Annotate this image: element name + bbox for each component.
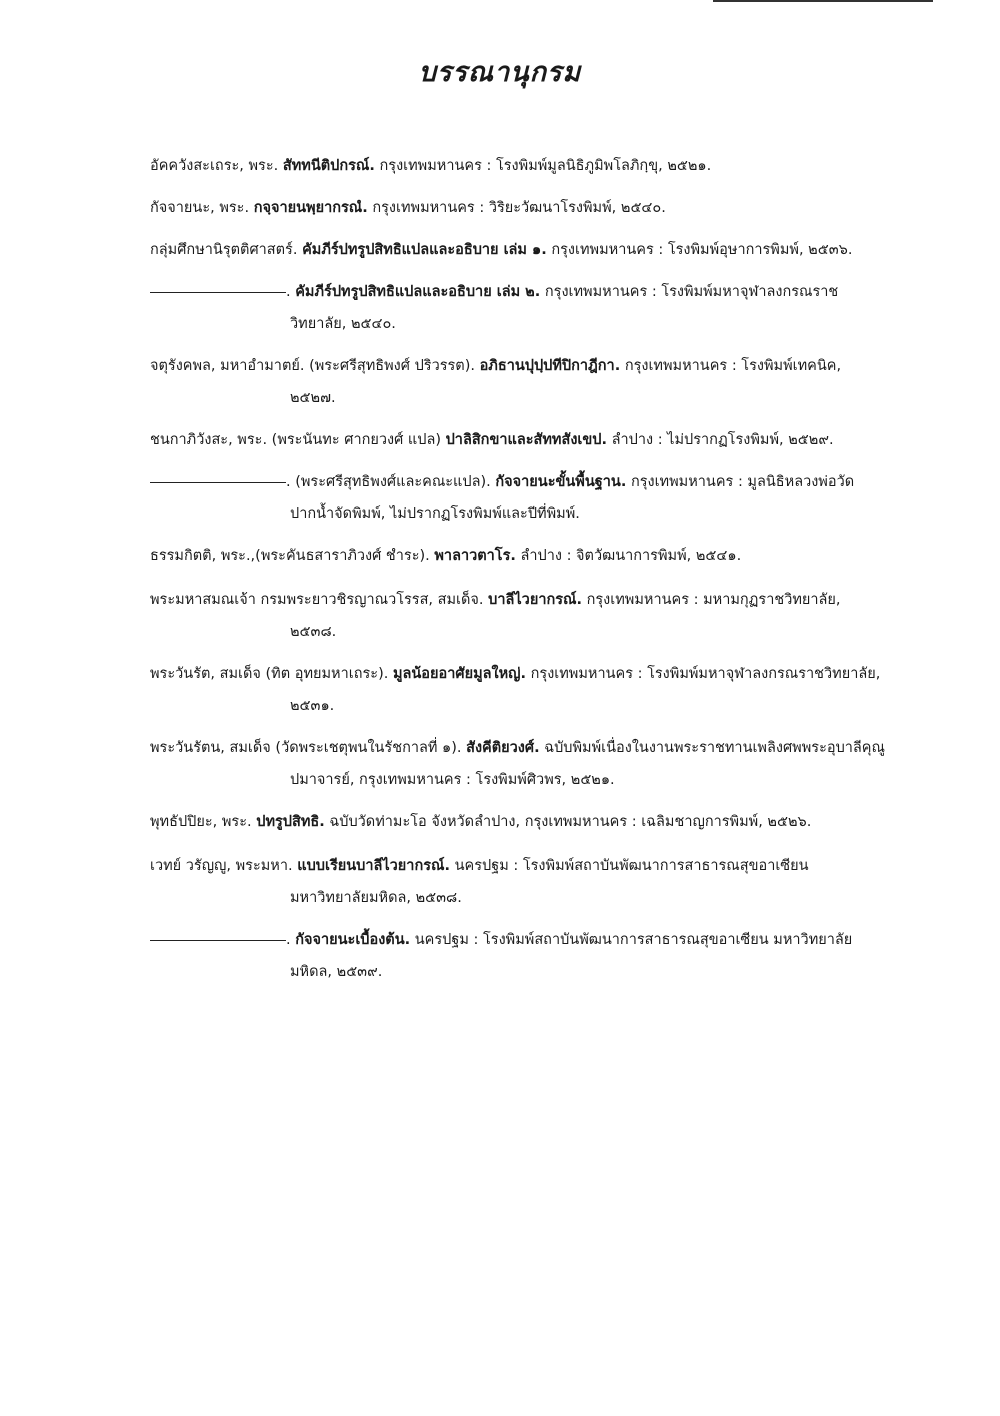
bibliography-entry	[150, 806, 890, 838]
entry-author: กัจจายนะ, พระ.	[150, 200, 250, 216]
top-border-line	[713, 0, 933, 2]
entry-title: สังคีติยวงศ์.	[466, 740, 540, 756]
entry-publication: นครปฐม : โรงพิมพ์สถาบันพัฒนาการสาธารณสุขอาเซียน มหาวิทยาลัยมหิดล, ๒๕๓๘.	[290, 858, 809, 906]
repeat-author-dash	[150, 482, 286, 483]
bibliography-entry	[150, 658, 890, 722]
entry-author: ธรรมกิตติ, พระ.,(พระคันธสาราภิวงศ์ ชำระ).	[150, 548, 430, 564]
entry-author: ชนกาภิวังสะ, พระ. (พระนันทะ ศากยวงศ์ แปล)	[150, 432, 441, 448]
bibliography-entry	[150, 732, 890, 796]
entry-author: พระมหาสมณเจ้า กรมพระยาวชิรญาณวโรรส, สมเด็จ.	[150, 592, 484, 608]
entry-publication: กรุงเทพมหานคร : มหามกุฏราชวิทยาลัย, ๒๕๓๘.	[290, 592, 841, 640]
entry-title: อภิธานปุปฺปทีปิกาฎีกา.	[479, 358, 621, 374]
entry-publication: กรุงเทพมหานคร : โรงพิมพ์มูลนิธิภูมิพโลภิกฺขุ, ๒๕๒๑.	[379, 158, 712, 174]
entry-author: .	[286, 932, 291, 948]
entry-title: สัททนีติปกรณ์.	[282, 158, 375, 174]
entry-publication: กรุงเทพมหานคร : มูลนิธิหลวงพ่อวัดปากน้ำจัดพิมพ์, ไม่ปรากฏโรงพิมพ์และปีที่พิมพ์.	[290, 474, 855, 522]
entry-title: กจฺจายนพฺยากรณํ.	[253, 200, 368, 216]
entry-publication: ลำปาง : ไม่ปรากฏโรงพิมพ์, ๒๕๒๙.	[611, 432, 834, 448]
entry-author: อัคควังสะเถระ, พระ.	[150, 158, 279, 174]
entry-publication: กรุงเทพมหานคร : วิริยะวัฒนาโรงพิมพ์, ๒๕๔๐.	[372, 200, 666, 216]
entry-title: คัมภีร์ปทรูปสิทธิแปลและอธิบาย เล่ม ๑.	[302, 242, 547, 258]
bibliography-entry	[150, 150, 890, 182]
bibliography-entry	[150, 540, 890, 572]
entry-title: มูลน้อยอาศัยมูลใหญ่.	[392, 666, 527, 682]
entry-publication: ฉบับพิมพ์เนื่องในงานพระราชทานเพลิงศพพระอุบาลีคุณูปมาจารย์, กรุงเทพมหานคร : โรงพิมพ์ศิวพร, ๒๕๒๑.	[290, 740, 885, 788]
bibliography-entry	[150, 276, 890, 340]
bibliography-entry	[150, 466, 890, 530]
entry-publication: ฉบับวัดท่ามะโอ จังหวัดลำปาง, กรุงเทพมหานคร : เฉลิมชาญการพิมพ์, ๒๕๒๖.	[329, 814, 812, 830]
entry-title: กัจจายนะเบื้องต้น.	[295, 932, 411, 948]
bibliography-entry	[150, 424, 890, 456]
entry-title: ปทรูปสิทธิ.	[256, 814, 325, 830]
entry-title: กัจจายนะขั้นพื้นฐาน.	[495, 474, 627, 490]
page-title: บรรณานุกรม	[418, 57, 582, 88]
entry-author: จตุรังคพล, มหาอำมาตย์. (พระศรีสุทธิพงศ์ ปริวรรต).	[150, 358, 475, 374]
entry-author: พระวันรัต, สมเด็จ (ทิต อุทยมหาเถระ).	[150, 666, 389, 682]
bibliography-entry	[150, 924, 890, 988]
bibliography-entry	[150, 192, 890, 224]
entry-author: เวทย์ วรัญญู, พระมหา.	[150, 858, 293, 874]
entry-title: แบบเรียนบาลีไวยากรณ์.	[297, 858, 450, 874]
entry-publication: กรุงเทพมหานคร : โรงพิมพ์มหาจุฬาลงกรณราชวิทยาลัย, ๒๕๔๐.	[290, 284, 839, 332]
entry-publication: กรุงเทพมหานคร : โรงพิมพ์เทคนิค, ๒๕๒๗.	[290, 358, 842, 406]
entry-title: คัมภีร์ปทรูปสิทธิแปลและอธิบาย เล่ม ๒.	[295, 284, 541, 300]
entry-author: พระวันรัตน, สมเด็จ (วัดพระเชตุพนในรัชกาลที่ ๑).	[150, 740, 462, 756]
repeat-author-dash	[150, 292, 286, 293]
entry-publication: ลำปาง : จิตวัฒนาการพิมพ์, ๒๕๔๑.	[520, 548, 742, 564]
entry-title: พาลาวตาโร.	[434, 548, 516, 564]
repeat-author-dash	[150, 940, 286, 941]
entry-title: บาลีไวยากรณ์.	[488, 592, 582, 608]
bibliography-entry	[150, 350, 890, 414]
bibliography-entry	[150, 584, 890, 648]
entry-author: กลุ่มศึกษานิรุตติศาสตร์.	[150, 242, 298, 258]
bibliography-entry	[150, 234, 890, 266]
entry-author: พุทธัปปิยะ, พระ.	[150, 814, 252, 830]
entry-title: ปาลิสิกขาและสัททสังเขป.	[445, 432, 608, 448]
entry-author: .	[286, 284, 291, 300]
bibliography-entry	[150, 850, 890, 914]
bibliography-list	[150, 150, 890, 998]
entry-author: . (พระศรีสุทธิพงศ์และคณะแปล).	[286, 474, 491, 490]
entry-publication: นครปฐม : โรงพิมพ์สถาบันพัฒนาการสาธารณสุขอาเซียน มหาวิทยาลัยมหิดล, ๒๕๓๙.	[290, 932, 853, 980]
entry-publication: กรุงเทพมหานคร : โรงพิมพ์อุษาการพิมพ์, ๒๕๓๖.	[551, 242, 853, 258]
entry-publication: กรุงเทพมหานคร : โรงพิมพ์มหาจุฬาลงกรณราชวิทยาลัย, ๒๕๓๑.	[290, 666, 881, 714]
